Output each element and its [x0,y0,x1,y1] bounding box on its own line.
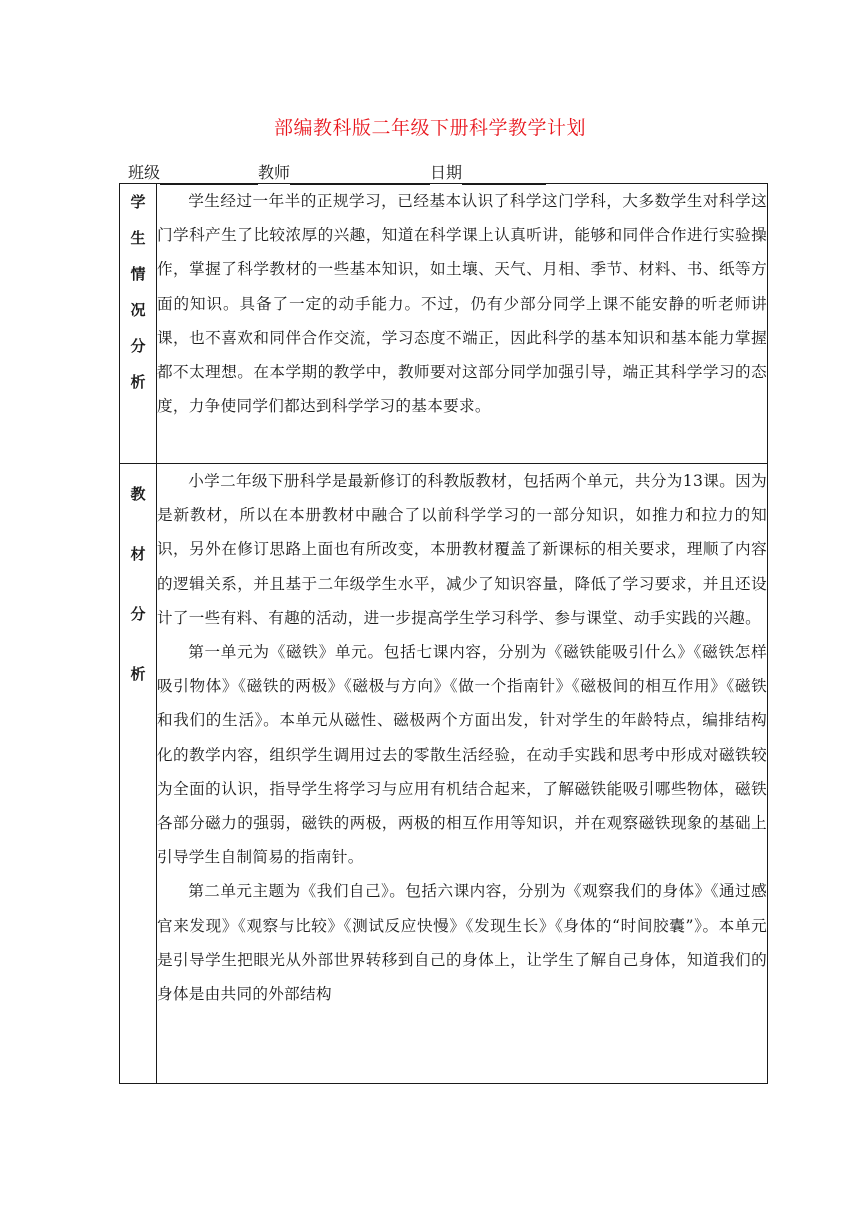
teacher-blank [290,164,430,185]
class-blank [160,164,258,185]
heading-char: 分 [130,337,146,355]
class-label: 班级 [128,163,161,182]
header-fields [128,161,546,185]
paragraph: 第二单元主题为《我们自己》。包括六课内容，分别为《观察我们的身体》《通过感官来发现》《观察与比较》《测试反应快慢》《发现生长》《身体的“时间胶囊”》。本单元是引导学生把眼光从外部世界转移到自己的身体上，让学生了解自己身体，知道我们的身体是由共同的外部结构 [157,882,767,1004]
heading-char: 材 [130,545,146,563]
plan-table [119,183,768,1084]
student-analysis-row [120,184,768,464]
paragraph: 第一单元为《磁铁》单元。包括七课内容，分别为《磁铁能吸引什么》《磁铁怎样吸引物体》《磁铁的两极》《磁极与方向》《做一个指南针》《磁极间的相互作用》《磁铁和我们的生活》。本单元从磁性、磁极两个方面出发，针对学生的年龄特点，编排结构化的教学内容，组织学生调用过去的零散生活经验，在动手实践和思考中形成对磁铁较为全面的认识，指导学生将学习与应用有机结合起来，了解磁铁能吸引哪些物体，磁铁各部分磁力的强弱，磁铁的两极，两极的相互作用等知识，并在观察磁铁现象的基础上引导学生自制简易的指南针。 [157,643,767,867]
date-blank [462,164,546,185]
textbook-analysis-heading [120,464,157,1084]
heading-char: 析 [130,373,146,391]
heading-char: 生 [130,229,146,247]
student-analysis-content [157,184,768,464]
page-title: 部编教科版二年级下册科学教学计划 [273,117,586,139]
heading-char: 教 [130,485,146,503]
textbook-analysis-content [157,464,768,1084]
paragraph: 小学二年级下册科学是最新修订的科教版教材，包括两个单元，共分为13课。因为是新教材，所以在本册教材中融合了以前科学学习的一部分知识，如推力和拉力的知识，另外在修订思路上面也有所改变，本册教材覆盖了新课标的相关要求，理顺了内容的逻辑关系，并且基于二年级学生水平，减少了知识容量，降低了学习要求，并且还设计了一些有料、有趣的活动，进一步提高学生学习科学、参与课堂、动手实践的兴趣。 [157,472,767,627]
heading-char: 分 [130,605,146,623]
heading-char: 况 [130,301,146,319]
textbook-analysis-row [120,464,768,1084]
heading-char: 析 [130,665,146,683]
heading-char: 情 [130,265,146,283]
teacher-label: 教师 [258,163,291,182]
heading-char: 学 [130,193,146,211]
date-label: 日期 [430,163,463,182]
student-analysis-heading [120,184,157,464]
paragraph: 学生经过一年半的正规学习，已经基本认识了科学这门学科，大多数学生对科学这门学科产生了比较浓厚的兴趣，知道在科学课上认真听讲，能够和同伴合作进行实验操作，掌握了科学教材的一些基本知识，如土壤、天气、月相、季节、材料、书、纸等方面的知识。具备了一定的动手能力。不过，仍有少部分同学上课不能安静的听老师讲课，也不喜欢和同伴合作交流，学习态度不端正，因此科学的基本知识和基本能力掌握都不太理想。在本学期的教学中，教师要对这部分同学加强引导，端正其科学学习的态度，力争使同学们都达到科学学习的基本要求。 [157,192,767,416]
